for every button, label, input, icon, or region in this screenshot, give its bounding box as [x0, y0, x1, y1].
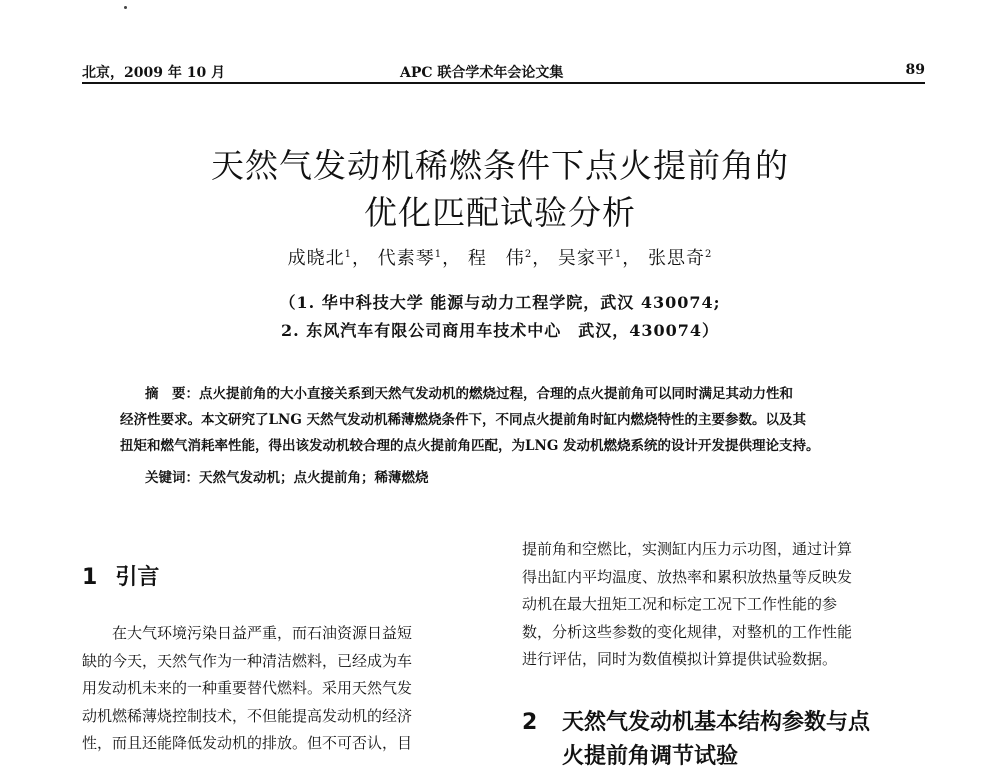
section-number: 1 [82, 565, 98, 590]
abstract-line-1: 摘 要：点火提前角的大小直接关系到天然气发动机的燃烧过程，合理的点火提前角可以同时满足其动力性和 [145, 386, 793, 402]
affiliation-line-1: （1. 华中科技大学 能源与动力工程学院，武汉 430074; [279, 293, 721, 312]
paper-title-line-1: 天然气发动机稀燃条件下点火提前角的 [211, 146, 789, 185]
author-affiliation-mark: 1 [614, 249, 623, 260]
scan-speck [124, 6, 127, 9]
body-line: 提前角和空燃比，实测缸内压力示功图，通过计算 [522, 540, 853, 558]
body-line: 动机燃稀薄烧控制技术，不但能提高发动机的经济 [82, 706, 413, 725]
author-name: 代素琴 [377, 248, 435, 269]
section-title: 引言 [115, 565, 160, 590]
left-column-body [82, 620, 482, 758]
body-line: 进行评估，同时为数值模拟计算提供试验数据。 [522, 650, 838, 668]
author-name: 张思奇 [648, 248, 706, 269]
right-column-body [522, 536, 927, 674]
author-affiliation-mark: 2 [524, 249, 533, 260]
body-line: 得出缸内平均温度、放热率和累积放热量等反映发 [522, 567, 853, 586]
abstract-line-2: 经济性要求。本文研究了LNG 天然气发动机稀薄燃烧条件下，不同点火提前角时缸内燃烧特性的主要参数。以及其 [120, 412, 807, 428]
body-line: 缺的今天，天然气作为一种清洁燃料，已经成为车 [82, 651, 413, 670]
body-line: 动机在最大扭矩工况和标定工况下工作性能的参 [522, 595, 838, 613]
abstract-line-3: 扭矩和燃气消耗率性能，得出该发动机较合理的点火提前角匹配，为LNG 发动机燃烧系统的设计开发提供理论支持。 [120, 438, 820, 454]
header-proceedings: APC 联合学术年会论文集 [400, 65, 564, 81]
author-name: 程 伟 [467, 248, 525, 269]
author-affiliation-mark: 1 [434, 249, 443, 260]
running-header [82, 58, 925, 84]
section-title-line-2: 火提前角调节试验 [562, 744, 739, 769]
body-line: 性，而且还能降低发动机的排放。但不可否认，目 [82, 734, 413, 752]
section-title-line-1: 天然气发动机基本结构参数与点 [562, 710, 871, 735]
paper-title-line-2: 优化匹配试验分析 [364, 193, 636, 232]
header-date: 北京，2009 年 10 月 [82, 65, 226, 81]
affiliation-line-2: 2. 东风汽车有限公司商用车技术中心 武汉，430074） [280, 321, 720, 340]
section-number: 2 [522, 710, 538, 735]
author-name: 成晓北 [287, 248, 345, 269]
body-line: 数，分析这些参数的变化规律，对整机的工作性能 [522, 622, 853, 641]
author-affiliation-mark: 1 [344, 249, 352, 260]
author-name: 吴家平 [557, 248, 615, 269]
header-divider [82, 82, 925, 84]
keywords: 关键词：天然气发动机；点火提前角；稀薄燃烧 [145, 470, 429, 486]
page-number: 89 [905, 62, 925, 78]
body-line: 用发动机未来的一种重要替代燃料。采用天然气发 [82, 679, 413, 697]
author-list: 成晓北$^1$， 代素琴$^1$， 程 伟$^2$， 吴家平$^1$， 张思奇$^2$ [287, 248, 713, 269]
body-line: 在大气环境污染日益严重，而石油资源日益短 [112, 624, 413, 642]
section-1-heading [82, 560, 159, 591]
section-2-heading [522, 706, 942, 774]
author-affiliation-mark: 2 [705, 249, 713, 260]
